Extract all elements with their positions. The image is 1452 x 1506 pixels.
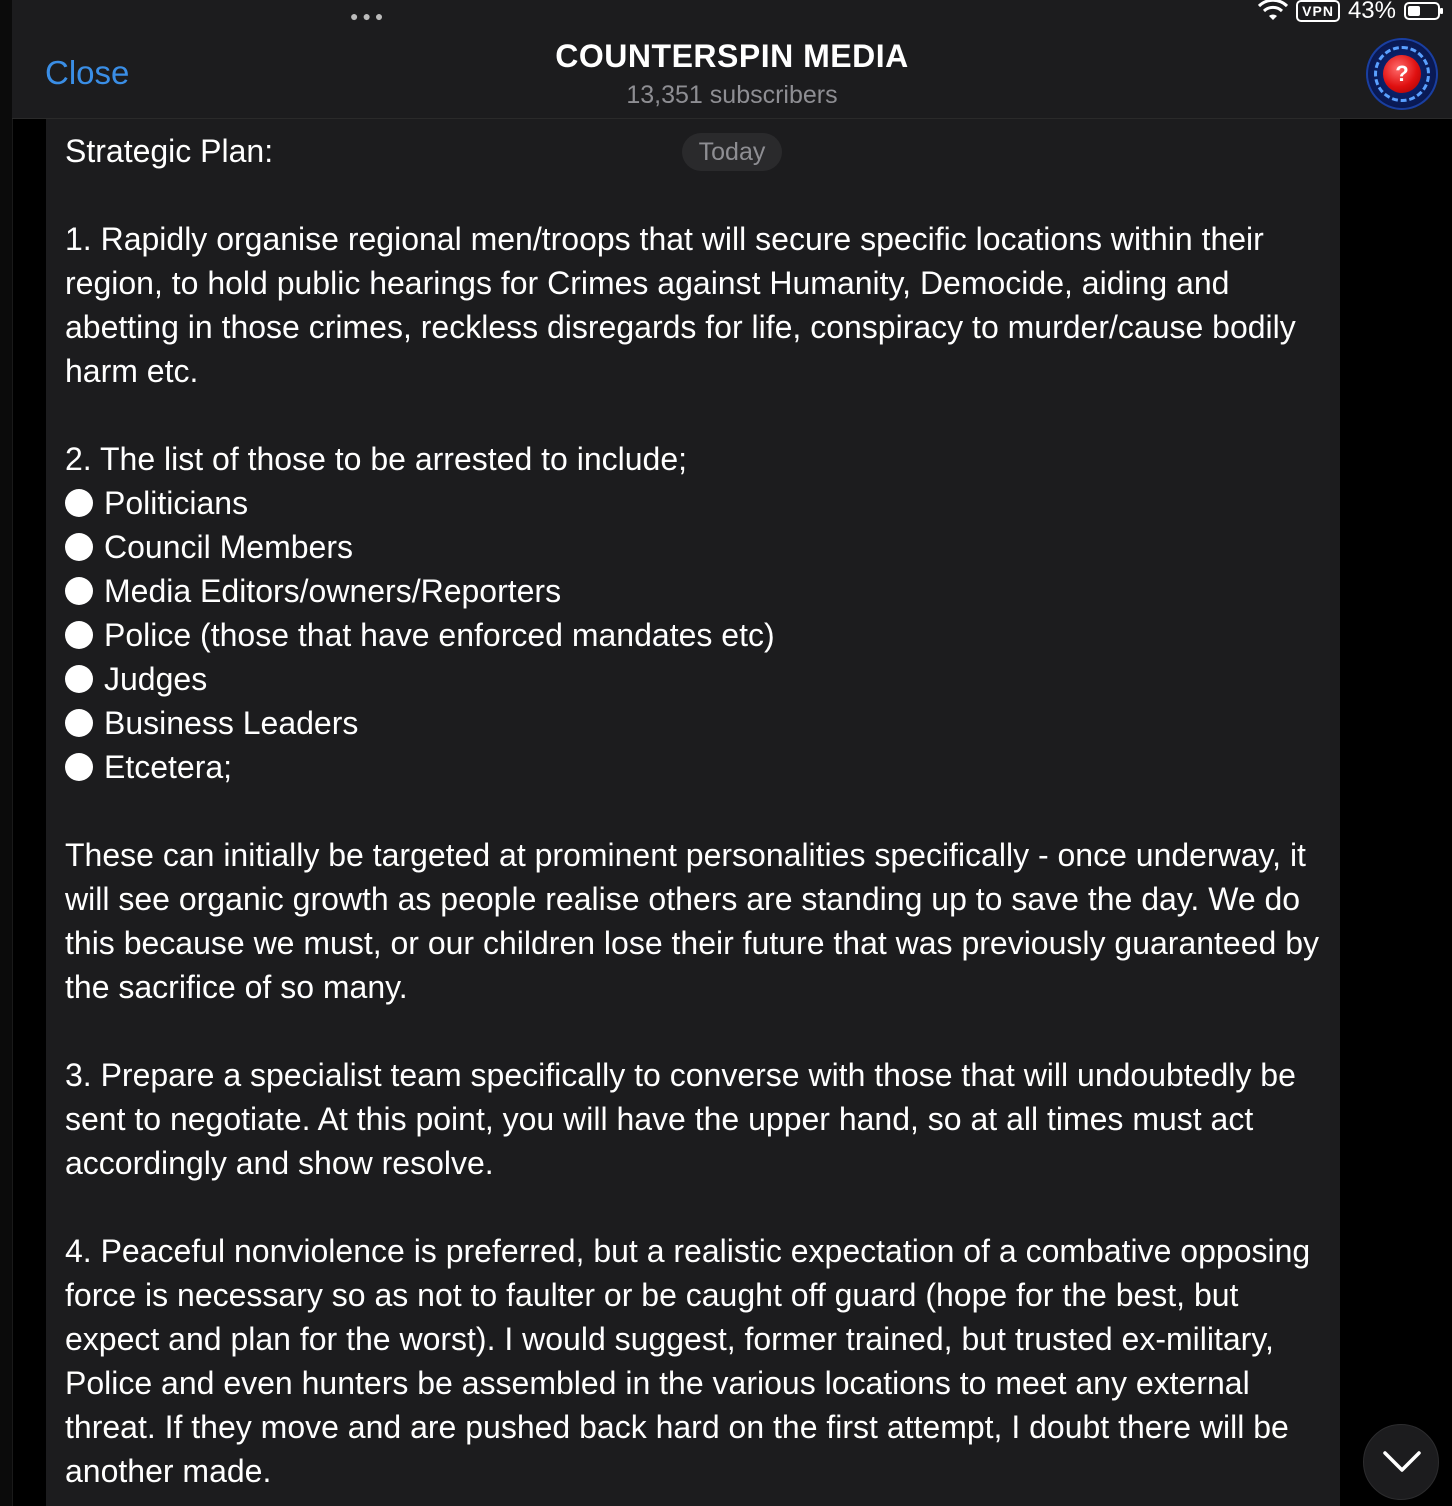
channel-header [12,0,1452,119]
list-item: Council Members [65,525,1325,569]
bullet-icon [65,533,93,561]
list-item: Business Leaders [65,701,1325,745]
point-4: 4. Peaceful nonviolence is preferred, but a realistic expectation of a combative opposing force is necessary so as not to faulter or be caught off guard (hope for the best, but expect and plan for the worst). I would suggest, former trained, but trusted ex-military, Police and even hunters be assembled in the various locations to meet any external threat. If they move and are pushed back hard on the first attempt, I doubt there will be another made. [65,1233,1311,1489]
message-heading: Strategic Plan: [65,133,274,169]
list-item: Etcetera; [65,745,1325,789]
bullet-icon [65,665,93,693]
channel-avatar[interactable] [1366,38,1438,110]
bullet-icon [65,753,93,781]
bullet-icon [65,577,93,605]
chevron-down-icon [1382,1449,1422,1475]
question-mark-icon: ? [1383,55,1421,93]
battery-fill [1408,6,1420,16]
bullet-icon [65,709,93,737]
battery-icon [1404,2,1440,20]
bullet-icon [65,621,93,649]
list-item: Judges [65,657,1325,701]
subscriber-count: 13,351 subscribers [626,81,838,109]
message-text [65,129,1325,1493]
point-1: 1. Rapidly organise regional men/troops that will secure specific locations within their region, to hold public hearings for Crimes against Humanity, Democide, aiding and abetting in those crimes, reckless disregards for life, conspiracy to murder/cause bodily harm etc. [65,221,1296,389]
more-dots-icon[interactable]: ●●● [350,8,388,24]
bullet-icon [65,489,93,517]
vpn-badge: VPN [1296,0,1340,22]
scroll-to-bottom-button[interactable] [1363,1424,1439,1500]
close-button[interactable]: Close [45,54,130,91]
targets-paragraph: These can initially be targeted at prominent personalities specifically - once underway, it will see organic growth as people realise others are standing up to save the day. We do this because we must, or our children lose their future that was previously guaranteed by the sacrifice of so many. [65,837,1319,1005]
channel-name: COUNTERSPIN MEDIA [555,38,909,74]
message-bubble[interactable] [46,119,1340,1506]
list-item: Media Editors/owners/Reporters [65,569,1325,613]
battery-percent: 43% [1347,0,1396,24]
channel-title-block[interactable] [12,38,1452,110]
point-3: 3. Prepare a specialist team specifically to converse with those that will undoubtedly be sent to negotiate. At this point, you will have the upper hand, so at all times must act accordingly and show resolve. [65,1057,1296,1181]
list-item: Politicians [65,481,1325,525]
date-separator: Today [682,133,782,171]
wifi-icon [1258,0,1288,22]
status-bar [1258,0,1440,22]
sidebar-edge [0,0,13,1506]
point-2-intro: 2. The list of those to be arrested to include; [65,441,687,477]
list-item: Police (those that have enforced mandates etc) [65,613,1325,657]
